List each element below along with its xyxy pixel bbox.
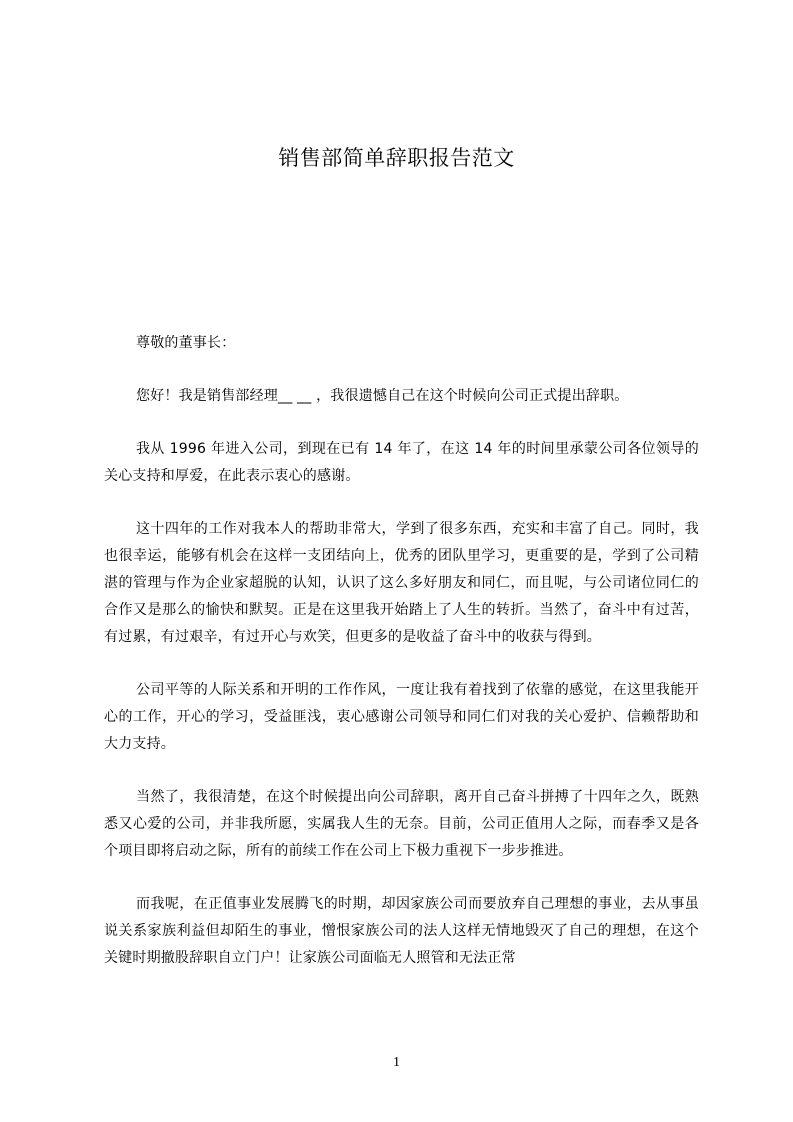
- paragraph-growth: 这十四年的工作对我本人的帮助非常大，学到了很多东西，充实和丰富了自己。同时，我也很幸运，能够有机会在这样一支团结向上，优秀的团队里学习，更重要的是，学到了公司精湛的管理与作为企业家超脱的认知，认识了这么多好朋友和同仁，而且呢，与公司诸位同仁的合作又是那么的愉快和默契。正是在这里我开始踏上了人生的转折。当然了，奋斗中有过苦，有过累，有过艰辛，有过开心与欢笑，但更多的是收益了奋斗中的收获与得到。: [104, 521, 699, 645]
- document-title: 销售部简单辞职报告范文: [278, 146, 515, 170]
- paragraph-reason: 而我呢，在正值事业发展腾飞的时期，却因家族公司而要放弃自己理想的事业，去从事虽说关系家族利益但却陌生的事业，憎恨家族公司的法人这样无情地毁灭了自己的理想，在这个关键时期撤股辞职自立门户！让家族公司面临无人照管和无法正常: [104, 896, 699, 966]
- document-body: [104, 330, 699, 998]
- paragraph-culture: 公司平等的人际关系和开明的工作作风，一度让我有着找到了依靠的感觉，在这里我能开心的工作，开心的学习，受益匪浅，衷心感谢公司领导和同仁们对我的关心爱护、信赖帮助和大力支持。: [104, 682, 699, 752]
- paragraph-greeting: 您好！我是销售部经理__ __ ，我很遗憾自己在这个时候向公司正式提出辞职。: [136, 388, 629, 404]
- salutation: 尊敬的董事长：: [136, 335, 236, 351]
- paragraph-tenure: 我从 1996 年进入公司，到现在已有 14 年了，在这 14 年的时间里承蒙公司各位领导的关心支持和厚爱，在此表示衷心的感谢。: [104, 441, 699, 484]
- paragraph-timing: 当然了，我很清楚，在这个时候提出向公司辞职，离开自己奋斗拼搏了十四年之久，既熟悉又心爱的公司，并非我所愿，实属我人生的无奈。目前，公司正值用人之际，而春季又是各个项目即将启动之际，所有的前续工作在公司上下极力重视下一步步推进。: [104, 789, 699, 859]
- page-number: 1: [393, 1055, 400, 1070]
